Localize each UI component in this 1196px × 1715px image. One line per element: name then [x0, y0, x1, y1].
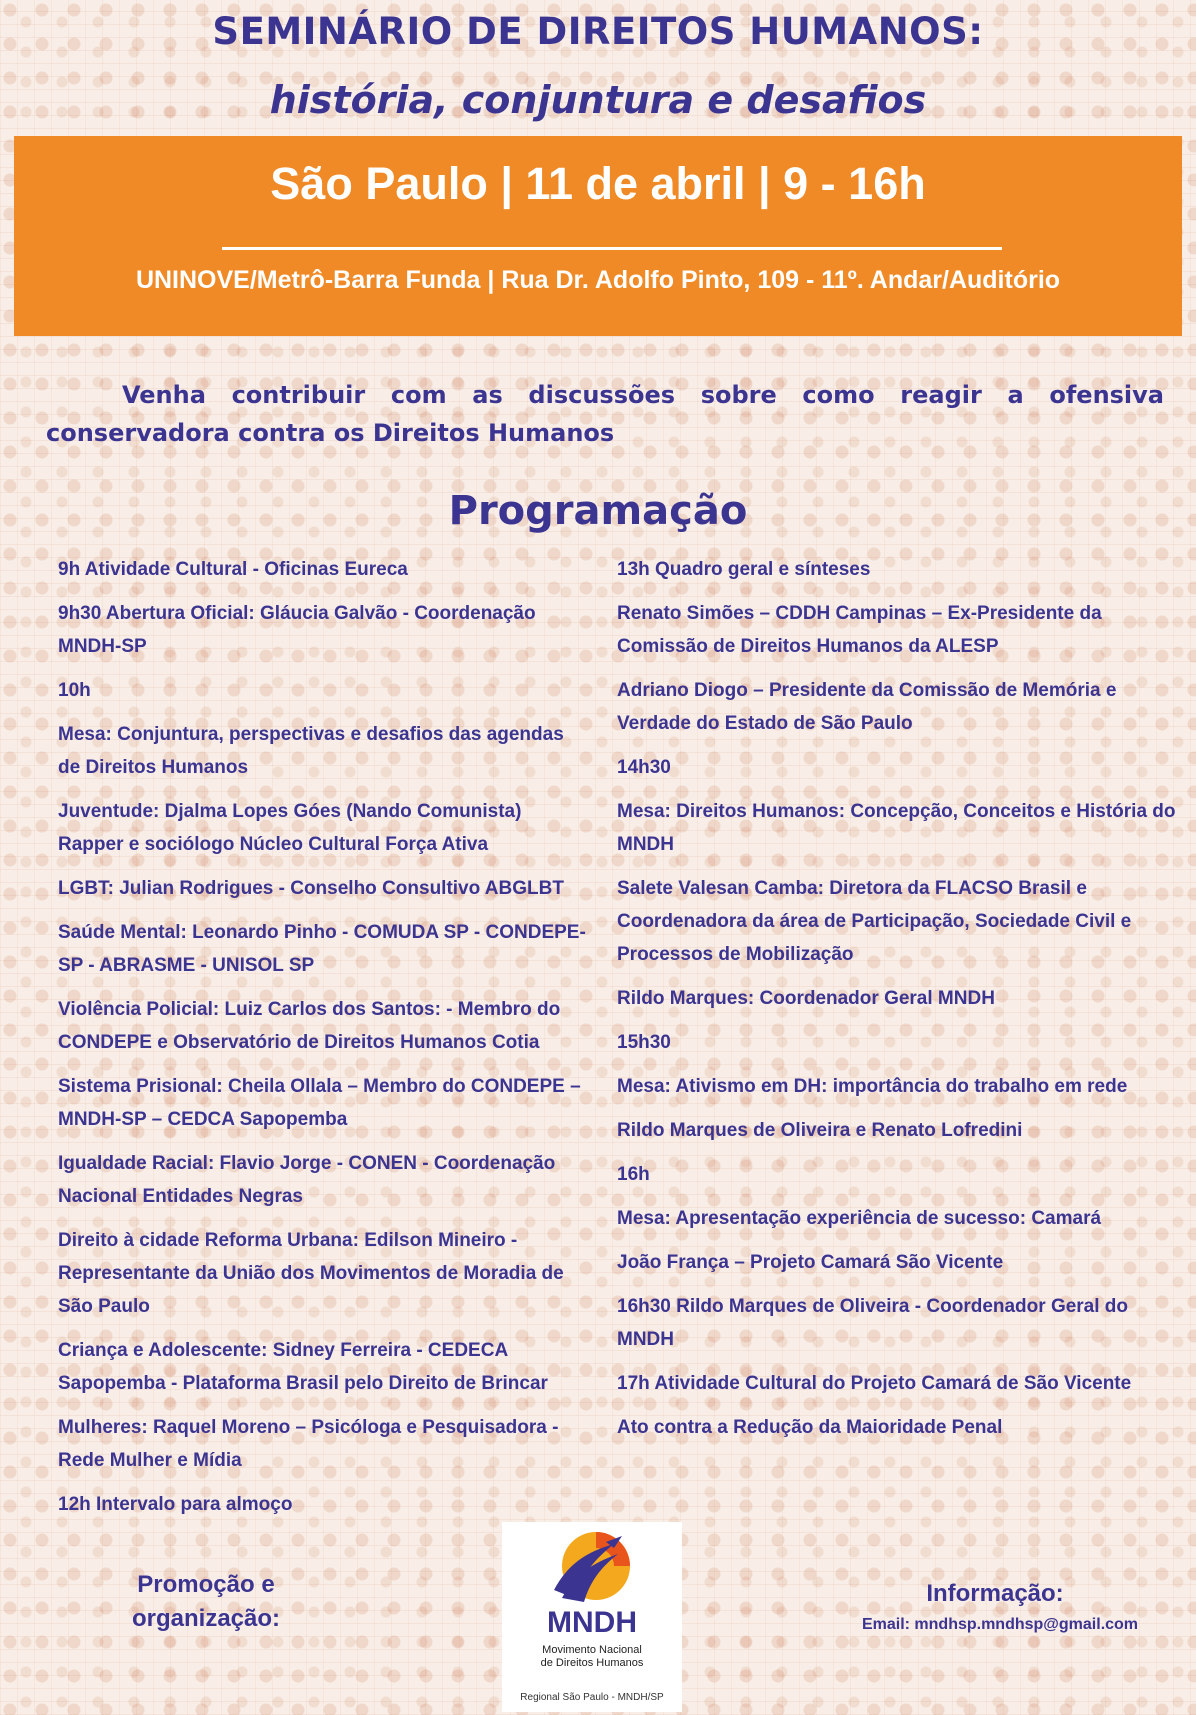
- program-item: João França – Projeto Camará São Vicente: [617, 1252, 1004, 1273]
- program-left-column: [58, 553, 588, 1532]
- logo-region: Regional São Paulo - MNDH/SP: [520, 1692, 664, 1703]
- promotion-label-line2: organização:: [131, 1605, 281, 1632]
- logo-subtitle-line1: Movimento Nacional: [542, 1644, 642, 1656]
- program-item: Rildo Marques: Coordenador Geral MNDH: [617, 988, 995, 1009]
- page-subtitle: história, conjuntura e desafios: [269, 78, 927, 122]
- promotion-label-line1: Promoção e: [137, 1571, 275, 1598]
- logo-subtitle: [502, 1644, 682, 1670]
- program-right-column: [617, 553, 1177, 1455]
- mndh-sun-icon: [548, 1528, 636, 1608]
- program-item: 17h Atividade Cultural do Projeto Camará de São Vicente: [617, 1373, 1132, 1394]
- program-item: Salete Valesan Camba: Diretora da FLACSO Brasil e Coordenadora da área de Participação, Sociedade Civil e Processos de Mobilização: [617, 878, 1132, 965]
- program-item: LGBT: Julian Rodrigues - Conselho Consultivo ABGLBT: [58, 878, 564, 899]
- contact-email[interactable]: Email: mndhsp.mndhsp@gmail.com: [861, 1616, 1139, 1633]
- program-item: Rildo Marques de Oliveira e Renato Lofredini: [617, 1120, 1023, 1141]
- info-label: Informação:: [926, 1580, 1064, 1607]
- program-item: Direito à cidade Reforma Urbana: Edilson Mineiro - Representante da União dos Movimentos de Moradia de São Paulo: [58, 1230, 564, 1317]
- mndh-logo: [502, 1522, 682, 1712]
- intro-text: Venha contribuir com as discussões sobre como reagir a ofensiva conservadora contra os Direitos Humanos: [46, 381, 1164, 447]
- program-item: Violência Policial: Luiz Carlos dos Santos: - Membro do CONDEPE e Observatório de Direitos Humanos Cotia: [58, 999, 561, 1053]
- program-item: Saúde Mental: Leonardo Pinho - COMUDA SP - CONDEPE-SP - ABRASME - UNISOL SP: [58, 922, 586, 976]
- program-item: Renato Simões – CDDH Campinas – Ex-Presidente da Comissão de Direitos Humanos da ALESP: [617, 603, 1102, 657]
- program-item: Igualdade Racial: Flavio Jorge - CONEN - Coordenação Nacional Entidades Negras: [58, 1153, 556, 1207]
- program-item: Ato contra a Redução da Maioridade Penal: [617, 1417, 1003, 1438]
- program-item: Juventude: Djalma Lopes Góes (Nando Comunista) Rapper e sociólogo Núcleo Cultural Força Ativa: [58, 801, 522, 855]
- program-item: 12h Intervalo para almoço: [58, 1494, 293, 1515]
- program-item: 16h: [617, 1164, 650, 1185]
- program-item: Sistema Prisional: Cheila Ollala – Membro do CONDEPE – MNDH-SP – CEDCA Sapopemba: [58, 1076, 581, 1130]
- event-banner: [14, 136, 1182, 336]
- program-item: Mesa: Apresentação experiência de sucesso: Camará: [617, 1208, 1102, 1229]
- promotion-label: [116, 1568, 296, 1636]
- banner-divider: [222, 247, 1002, 250]
- event-date-time: São Paulo | 11 de abril | 9 - 16h: [270, 158, 926, 209]
- program-item: Mesa: Conjuntura, perspectivas e desafios das agendas de Direitos Humanos: [58, 724, 564, 778]
- logo-name: MNDH: [547, 1606, 637, 1639]
- program-item: Mesa: Ativismo em DH: importância do trabalho em rede: [617, 1076, 1128, 1097]
- program-item: 15h30: [617, 1032, 671, 1053]
- program-item: 10h: [58, 680, 91, 701]
- page-title: SEMINÁRIO DE DIREITOS HUMANOS:: [212, 10, 984, 53]
- event-location: UNINOVE/Metrô-Barra Funda | Rua Dr. Adolfo Pinto, 109 - 11º. Andar/Auditório: [135, 266, 1061, 294]
- program-item: Mesa: Direitos Humanos: Concepção, Conceitos e História do MNDH: [617, 801, 1176, 855]
- program-item: Criança e Adolescente: Sidney Ferreira - CEDECA Sapopemba - Plataforma Brasil pelo Direito de Brincar: [58, 1340, 548, 1394]
- program-title: Programação: [448, 488, 748, 534]
- logo-subtitle-line2: de Direitos Humanos: [540, 1657, 644, 1669]
- program-item: Adriano Diogo – Presidente da Comissão de Memória e Verdade do Estado de São Paulo: [617, 680, 1117, 734]
- program-item: 14h30: [617, 757, 671, 778]
- program-item: 13h Quadro geral e sínteses: [617, 559, 871, 580]
- program-item: 16h30 Rildo Marques de Oliveira - Coordenador Geral do MNDH: [617, 1296, 1129, 1350]
- program-item: 9h Atividade Cultural - Oficinas Eureca: [58, 559, 408, 580]
- program-item: Mulheres: Raquel Moreno – Psicóloga e Pesquisadora - Rede Mulher e Mídia: [58, 1417, 559, 1471]
- program-item: 9h30 Abertura Oficial: Gláucia Galvão - Coordenação MNDH-SP: [58, 603, 536, 657]
